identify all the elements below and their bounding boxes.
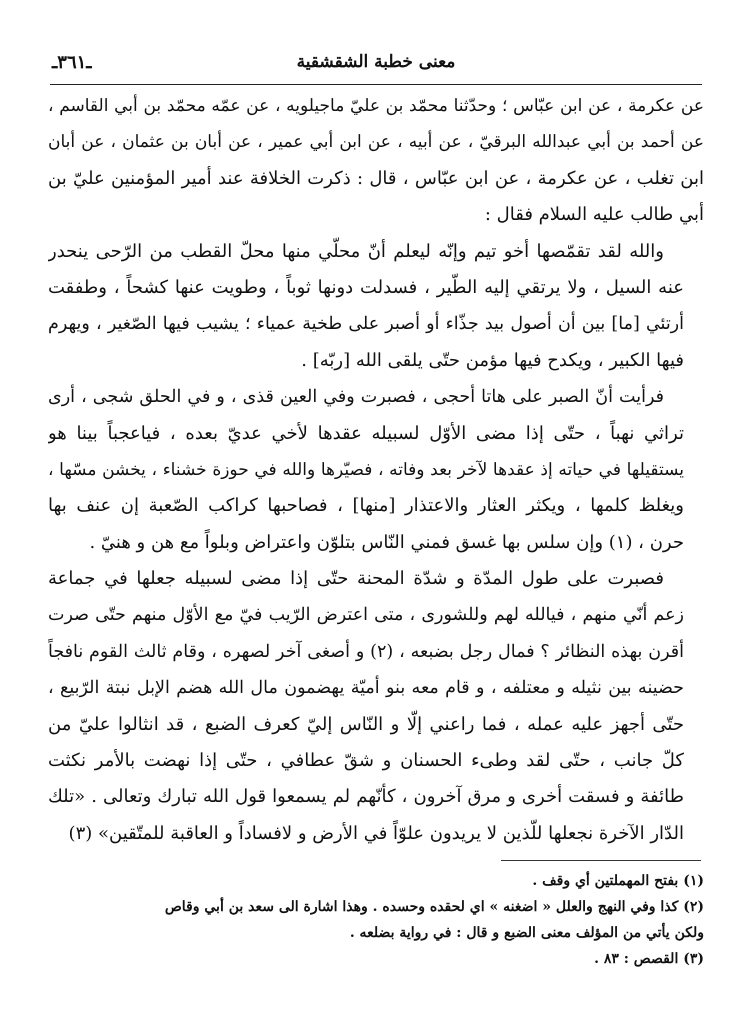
text-line: الدّار الآخرة نجعلها للّذين لا يريدون علوّاً في الأرض و لافساداً و العاقبة للمتّقين» (٣) xyxy=(68,822,684,844)
text-line: زعم أنّي منهم ، فيالله لهم وللشورى ، متى اعترض الرّيب فيّ مع الأوّل منهم حتّى صرت xyxy=(48,605,684,626)
body-text xyxy=(48,88,704,852)
text-line: كلّ جانب ، حتّى لقد وطىء الحسنان و شقّ عطافي ، حتّى إذا نهضت بالأمر نكثت xyxy=(48,750,684,772)
text-line: فصبرت على طول المدّة و شدّة المحنة حتّى إذا مضى لسبيله جعلها في جماعة xyxy=(48,568,664,590)
text-line: حتّى أجهز عليه عمله ، فما راعني إلّا و النّاس إليّ كعرف الضبع ، قد انثالوا عليّ من xyxy=(48,713,684,735)
footnote-2: (٢) كذا وفي النهج والعلل « اضغنه » اي لحقده وحسده . وهذا اشارة الى سعد بن أبي وقاص xyxy=(164,899,704,915)
text-line: تراثي نهباً ، حتّى إذا مضى الأوّل لسبيله عقدها لأخي عديّ بعده ، فياعجباً بينا هو xyxy=(48,422,684,444)
page-header xyxy=(52,50,700,80)
footnote-divider xyxy=(501,860,701,861)
text-line: والله لقد تقمّصها أخو تيم وإنّه ليعلم أنّ محلّي منها محلّ القطب من الرّحى ينحدر xyxy=(48,240,664,262)
text-line: طائفة و فسقت أخرى و مرق آخرون ، كأنّهم لم يسمعوا قول الله تبارك وتعالى . «تلك xyxy=(48,786,684,808)
text-line: عن عكرمة ، عن ابن عبّاس ؛ وحدّثنا محمّد بن عليّ ماجيلويه ، عن عمّه محمّد بن أبي القاسم ، xyxy=(48,96,704,116)
header-divider xyxy=(50,84,702,85)
text-line: حرن ، (١) وإن سلس بها غسق فمني النّاس بتلوّن واعتراض وبلواً مع هن و هنيّ . xyxy=(89,531,684,553)
footnote-1: (١) بفتح المهملتين أي وقف . xyxy=(532,873,704,889)
paragraph-3 xyxy=(48,379,704,561)
text-line: فيها الكبير ، ويكدح فيها مؤمن حتّى يلقى الله [ربّه] . xyxy=(301,349,684,371)
text-line: أقرن بهذه النظائر ؟ فمال رجل بضبعه ، (٢) و أصغى آخر لصهره ، وقام ثالث القوم نافجاً xyxy=(48,641,685,662)
running-title: معنى خطبة الشقشقية xyxy=(296,52,456,72)
footnote-3: (٣) القصص : ٨٣ . xyxy=(594,951,704,967)
footnotes xyxy=(48,868,704,972)
paragraph-4 xyxy=(48,561,704,852)
page-number: ـ٣٦١ـ xyxy=(52,52,92,73)
text-line: حضينه بين نثيله و معتلفه ، و قام معه بنو أميّة يهضمون مال الله هضم الإبل نبتة الرّبيع ، xyxy=(48,678,684,699)
text-line: أرتئي [ما] بين أن أصول بيد جذّاء أو أصبر على طخية عمياء ؛ يشيب فيها الصّغير ، ويهرم xyxy=(48,314,684,335)
footnote-2-continued: ولكن يأتي من المؤلف معنى الضبع و قال : في رواية بضلعه . xyxy=(349,925,704,941)
paragraph-2 xyxy=(48,234,704,380)
text-line: يستقيلها في حياته إذ عقدها لآخر بعد وفاته ، فصيّرها والله في حوزة خشناء ، يخشن مسّها ، xyxy=(48,459,684,480)
text-line: فرأيت أنّ الصبر على هاتا أحجى ، فصبرت وفي العين قذى ، و في الحلق شجى ، أرى xyxy=(48,387,664,408)
text-line: أبي طالب عليه السلام فقال : xyxy=(484,204,704,226)
paragraph-1 xyxy=(48,88,704,234)
text-line: عن أحمد بن أبي عبدالله البرقيّ ، عن أبيه ، عن ابن أبي عمير ، عن أبان بن عثمان ، عن أبان xyxy=(48,132,704,153)
text-line: عنه السيل ، ولا يرتقي إليه الطّير ، فسدلت دونها ثوباً ، وطويت عنها كشحاً ، وطفقت xyxy=(48,276,684,298)
text-line: ابن تغلب ، عن عكرمة ، عن ابن عبّاس ، قال : ذكرت الخلافة عند أمير المؤمنين عليّ بن xyxy=(48,167,704,189)
text-line: ويغلظ كلمها ، ويكثر العثار والاعتذار [منها] ، فصاحبها كراكب الصّعبة إن عنف بها xyxy=(48,495,685,517)
